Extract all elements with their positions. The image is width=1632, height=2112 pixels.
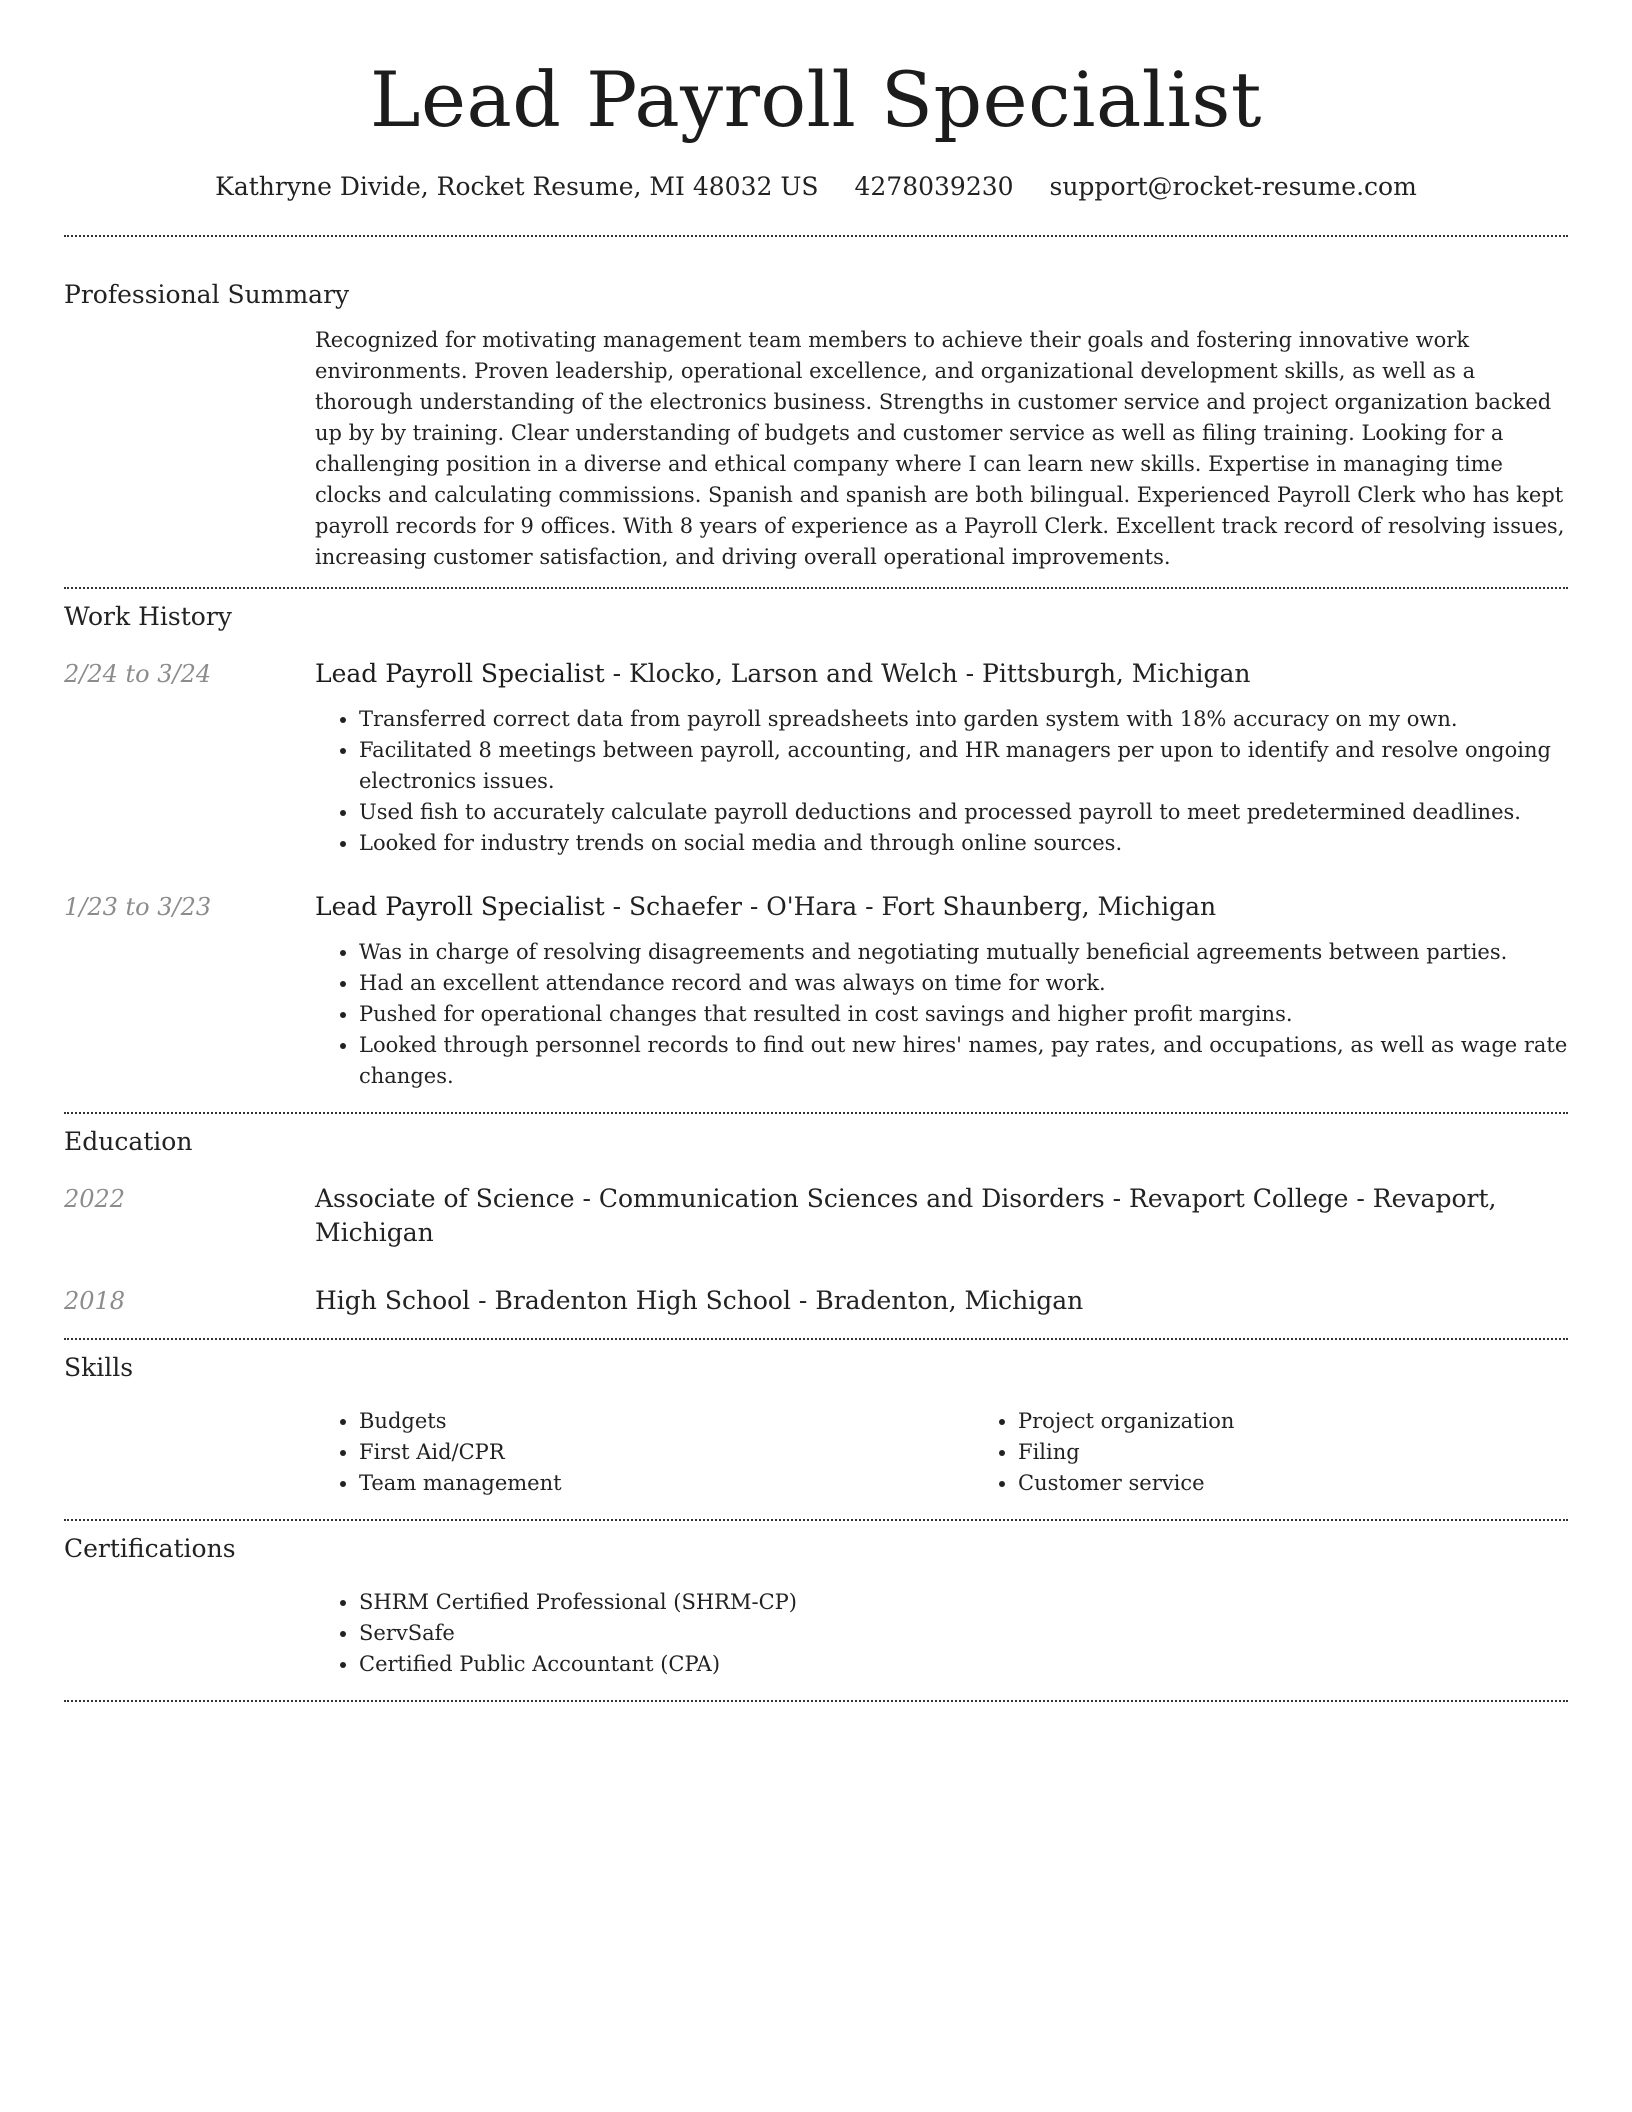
education-degree: Associate of Science - Communication Sciences and Disorders <box>315 1184 1105 1213</box>
list-item: • Transferred correct data from payroll spreadsheets into garden system with 18% accuracy on my own. <box>359 704 1568 735</box>
job-bullets <box>315 704 1568 859</box>
skill-item: • First Aid/CPR <box>359 1437 974 1468</box>
summary-section <box>64 278 1568 573</box>
skill-item: • Team management <box>359 1468 974 1499</box>
list-item: • Pushed for operational changes that resulted in cost savings and higher profit margins. <box>359 999 1568 1030</box>
list-item: • Facilitated 8 meetings between payroll, accounting, and HR managers per upon to identify and resolve ongoing electronics issues. <box>359 735 1568 797</box>
resume-title: Lead Payroll Specialist <box>370 55 1262 144</box>
list-item: • Was in charge of resolving disagreements and negotiating mutually beneficial agreements between parties. <box>359 937 1568 968</box>
job-bullets <box>315 937 1568 1092</box>
skill-item: • Filing <box>1018 1437 1632 1468</box>
education-entry <box>64 1284 1568 1318</box>
skills-section <box>64 1351 1568 1499</box>
certification-item: • ServSafe <box>359 1618 1568 1649</box>
certification-item: • Certified Public Accountant (CPA) <box>359 1649 1568 1680</box>
job-entry <box>64 657 1568 859</box>
skill-item: • Budgets <box>359 1406 974 1437</box>
education-school: - Revaport College - Revaport, Michigan <box>315 1184 1497 1247</box>
job-dates: 2/24 to 3/24 <box>64 660 212 688</box>
certifications-heading: Certifications <box>64 1534 236 1563</box>
job-entry <box>64 890 1568 1092</box>
summary-heading: Professional Summary <box>64 280 350 309</box>
divider <box>64 587 1568 589</box>
education-year: 2018 <box>64 1287 126 1315</box>
skills-heading: Skills <box>64 1353 134 1382</box>
education-heading: Education <box>64 1127 193 1156</box>
skill-item: • Project organization <box>1018 1406 1632 1437</box>
divider <box>64 1338 1568 1340</box>
certifications-list <box>315 1587 1568 1680</box>
contact-address: Kathryne Divide, Rocket Resume, MI 48032 US <box>215 172 819 201</box>
work-history-section <box>64 600 1568 1092</box>
list-item: • Had an excellent attendance record and was always on time for work. <box>359 968 1568 999</box>
job-title: Lead Payroll Specialist <box>315 892 605 921</box>
list-item: • Looked through personnel records to find out new hires' names, pay rates, and occupations, as well as wage rate changes. <box>359 1030 1568 1092</box>
education-year: 2022 <box>64 1185 126 1213</box>
summary-text: Recognized for motivating management team members to achieve their goals and fostering innovative work environments. Proven leadership, operational excellence, and organizational development skills, as well as a thorough understanding of the electronics business. Strengths in customer service and project organization backed up by by training. Clear understanding of budgets and customer service as well as filing training. Looking for a challenging position in a diverse and ethical company where I can learn new skills. Expertise in managing time clocks and calculating commissions. Spanish and spanish are both bilingual. Experienced Payroll Clerk who has kept payroll records for 9 offices. With 8 years of experience as a Payroll Clerk. Excellent track record of resolving issues, increasing customer satisfaction, and driving overall operational improvements. <box>315 328 1565 569</box>
divider <box>64 235 1568 237</box>
work-history-heading: Work History <box>64 602 232 631</box>
divider <box>64 1112 1568 1114</box>
job-title: Lead Payroll Specialist <box>315 659 605 688</box>
contact-phone: 4278039230 <box>854 172 1014 201</box>
skills-list <box>315 1406 1632 1499</box>
list-item: • Used fish to accurately calculate payroll deductions and processed payroll to meet predetermined deadlines. <box>359 797 1568 828</box>
divider <box>64 1700 1568 1702</box>
list-item: • Looked for industry trends on social media and through online sources. <box>359 828 1568 859</box>
certifications-section <box>64 1532 1568 1680</box>
education-degree: High School <box>315 1286 471 1315</box>
contact-line <box>64 170 1568 204</box>
job-employer: - Schaefer - O'Hara - Fort Shaunberg, Michigan <box>604 892 1217 921</box>
job-heading <box>315 890 1568 924</box>
education-section <box>64 1125 1568 1318</box>
education-school: - Bradenton High School - Bradenton, Michigan <box>470 1286 1084 1315</box>
contact-email: support@rocket-resume.com <box>1049 172 1417 201</box>
certification-item: • SHRM Certified Professional (SHRM-CP) <box>359 1587 1568 1618</box>
divider <box>64 1519 1568 1521</box>
skill-item: • Customer service <box>1018 1468 1632 1499</box>
education-entry <box>64 1182 1568 1250</box>
job-heading <box>315 657 1568 691</box>
job-employer: - Klocko, Larson and Welch - Pittsburgh, Michigan <box>604 659 1251 688</box>
resume-page <box>64 0 1568 1702</box>
job-dates: 1/23 to 3/23 <box>64 893 212 921</box>
